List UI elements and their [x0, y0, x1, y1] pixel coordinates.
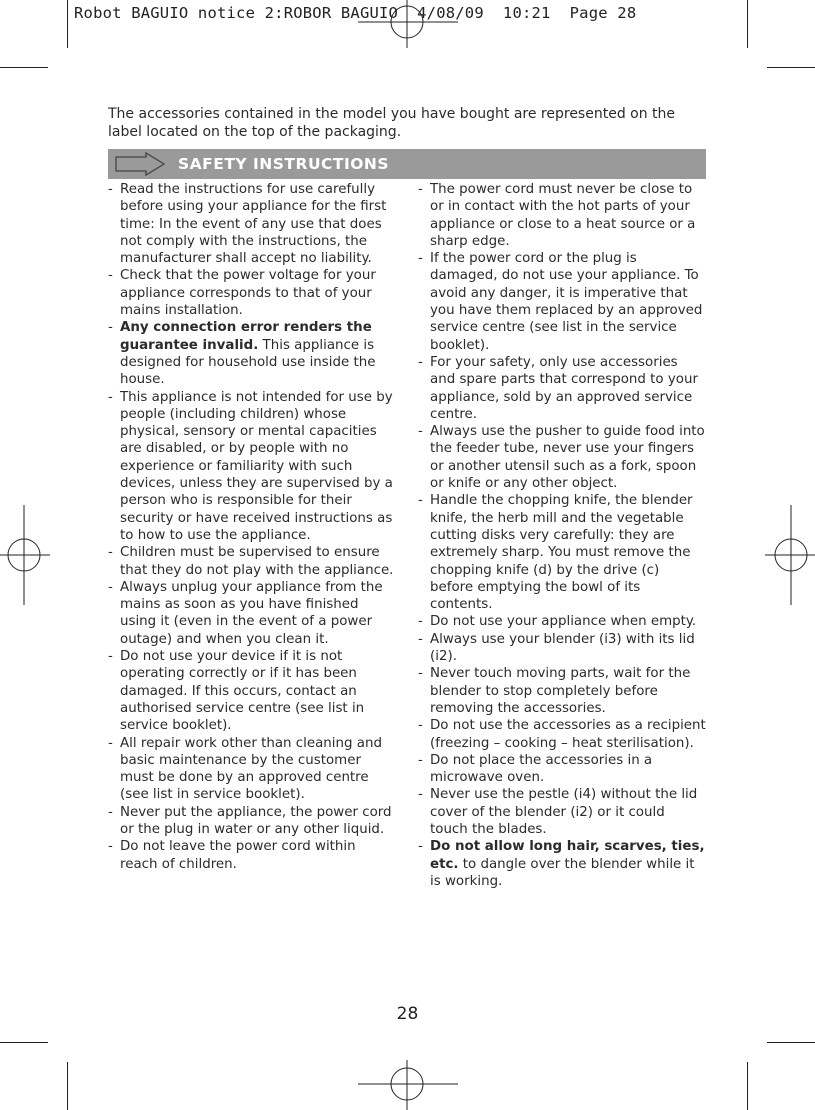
crop-mark-bottom-right-h	[767, 1042, 815, 1043]
bullet-dash: -	[418, 787, 423, 803]
bullet-dash: -	[108, 839, 113, 855]
item-text: to dangle over the blender while it is working.	[430, 856, 695, 889]
intro-paragraph: The accessories contained in the model you have bought are represented on the label located on the top of the packaging.	[108, 106, 676, 140]
list-item	[418, 752, 706, 787]
list-item	[108, 319, 395, 388]
list-item	[418, 250, 706, 354]
section-banner	[108, 149, 706, 179]
item-emphasis: Any connection error renders the guarantee invalid.	[120, 320, 372, 353]
bullet-dash: -	[108, 735, 113, 751]
bullet-dash: -	[418, 493, 423, 509]
print-header: Robot BAGUIO notice 2:ROBOR BAGUIO 4/08/09 10:21 Page 28	[74, 4, 637, 22]
bullet-dash: -	[418, 839, 423, 855]
item-text: Never use the pestle (i4) without the lid cover of the blender (i2) or it could touch the blades.	[430, 787, 698, 837]
item-text: Do not use your appliance when empty.	[430, 614, 697, 630]
registration-mark-bottom-icon	[358, 1060, 458, 1110]
section-title: SAFETY INSTRUCTIONS	[178, 155, 390, 173]
crop-mark-top-left-h	[0, 67, 48, 68]
item-text: This appliance is not intended for use by people (including children) whose physical, sensory or mental capacities are disabled, or by people with no experience or familiarity with such devices, unless they are supervised by a person who is responsible for their security or have received instructions as to how to use the appliance.	[120, 389, 393, 543]
registration-mark-left-icon	[0, 505, 50, 605]
bullet-dash: -	[418, 251, 423, 267]
registration-mark-top-icon	[358, 0, 458, 48]
list-item	[418, 665, 706, 717]
bullet-dash: -	[108, 649, 113, 665]
item-text: Handle the chopping knife, the blender knife, the herb mill and the vegetable cutting disks very carefully: they are extremely sharp. You must remove the chopping knife (d) by the drive (c) before emptying the bowl of its contents.	[430, 493, 693, 613]
crop-mark-bottom-left-h	[0, 1042, 48, 1043]
item-text: For your safety, only use accessories and spare parts that correspond to your appliance, sold by an approved service centre.	[430, 354, 698, 422]
crop-mark-top-right-h	[767, 67, 815, 68]
left-column	[108, 181, 395, 873]
bullet-dash: -	[418, 752, 423, 768]
bullet-dash: -	[108, 579, 113, 595]
item-text: Children must be supervised to ensure that they do not play with the appliance.	[120, 545, 394, 578]
list-item	[108, 735, 395, 804]
bullet-dash: -	[418, 614, 423, 630]
bullet-dash: -	[108, 545, 113, 561]
list-item	[418, 838, 706, 890]
list-item	[108, 648, 395, 734]
item-text: Always use your blender (i3) with its lid (i2).	[430, 631, 695, 665]
list-item	[418, 354, 706, 423]
registration-mark-right-icon	[765, 505, 815, 605]
bullet-dash: -	[418, 182, 423, 197]
list-item	[418, 423, 706, 492]
crop-mark-top-left-v	[67, 0, 68, 48]
bullet-dash: -	[108, 804, 113, 820]
bullet-dash: -	[108, 389, 113, 405]
list-item	[418, 613, 706, 630]
item-text: Do not place the accessories in a microwave oven.	[430, 752, 653, 786]
list-item	[418, 786, 706, 838]
crop-mark-bottom-right-v	[747, 1062, 748, 1110]
arrow-icon	[114, 152, 166, 176]
page-number: 28	[396, 1004, 419, 1024]
item-text: Always unplug your appliance from the mains as soon as you have finished using it (even in the event of a power outage) and when you clean it.	[120, 579, 383, 647]
bullet-dash: -	[418, 354, 423, 370]
item-text: This appliance is designed for household use inside the house.	[120, 337, 376, 388]
item-text: Do not leave the power cord within reach of children.	[120, 839, 356, 872]
list-item	[108, 389, 395, 545]
bullet-dash: -	[418, 718, 423, 734]
list-item	[108, 579, 395, 648]
list-item	[418, 717, 706, 752]
item-text: If the power cord or the plug is damaged, do not use your appliance. To avoid any danger, it is imperative that you have them replaced by an approved service centre (see list in the service booklet).	[430, 251, 703, 353]
item-text: Never put the appliance, the power cord or the plug in water or any other liquid.	[120, 804, 392, 837]
bullet-dash: -	[108, 182, 113, 197]
list-item	[108, 544, 395, 579]
item-text: Read the instructions for use carefully before using your appliance for the first time: In the event of any use that does not comply with the instructions, the manufacturer shall accept no liability.	[120, 182, 387, 267]
list-item	[418, 631, 706, 666]
list-item	[108, 267, 395, 319]
item-text: Check that the power voltage for your appliance corresponds to that of your mains installation.	[120, 268, 376, 319]
bullet-dash: -	[108, 320, 113, 336]
bullet-dash: -	[108, 268, 113, 284]
list-item	[108, 838, 395, 873]
item-text: Always use the pusher to guide food into the feeder tube, never use your fingers or another utensil such as a fork, spoon or knife or any other object.	[430, 424, 705, 492]
bullet-dash: -	[418, 631, 423, 647]
item-text: All repair work other than cleaning and basic maintenance by the customer must be done by an approved centre (see list in service booklet).	[120, 735, 382, 803]
item-text: Do not use your device if it is not operating correctly or if it has been damaged. If this occurs, contact an authorised service centre (see list in service booklet).	[120, 649, 365, 734]
crop-mark-top-right-v	[747, 0, 748, 48]
item-text: Never touch moving parts, wait for the blender to stop completely before removing the accessories.	[430, 666, 691, 716]
right-column	[418, 181, 706, 890]
item-text: The power cord must never be close to or in contact with the hot parts of your appliance or close to a heat source or a sharp edge.	[430, 182, 696, 249]
list-item	[108, 804, 395, 839]
bullet-dash: -	[418, 666, 423, 682]
item-emphasis: Do not allow long hair, scarves, ties, etc.	[430, 839, 705, 872]
crop-mark-bottom-left-v	[67, 1062, 68, 1110]
list-item	[418, 492, 706, 613]
item-text: Do not use the accessories as a recipient (freezing – cooking – heat sterilisation).	[430, 718, 706, 751]
list-item	[108, 181, 395, 267]
list-item	[418, 181, 706, 250]
bullet-dash: -	[418, 424, 423, 440]
